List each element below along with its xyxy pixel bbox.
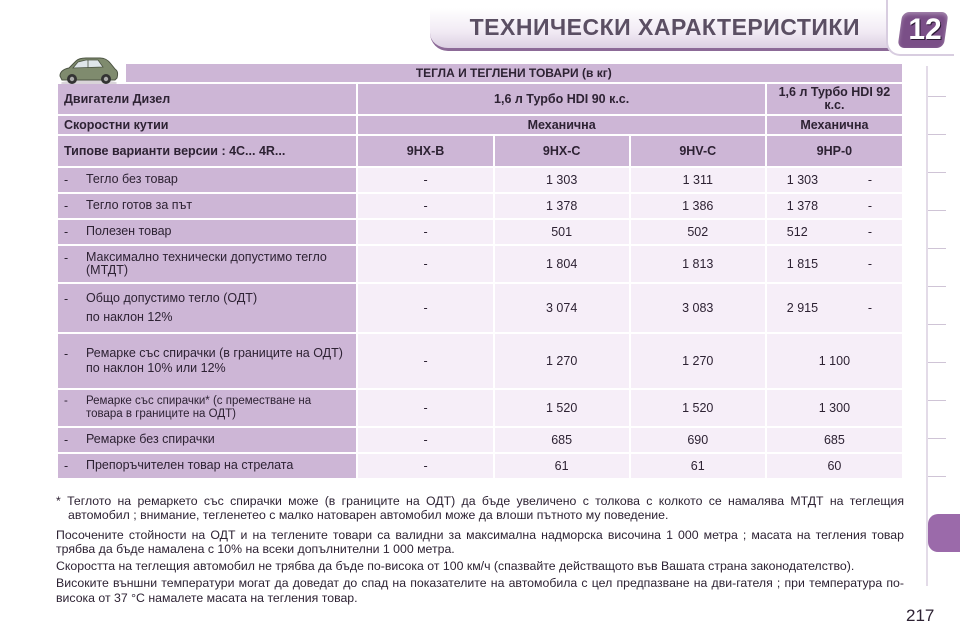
side-tab-marker[interactable] bbox=[928, 134, 946, 135]
table-row bbox=[58, 168, 902, 192]
value-cell-pair bbox=[767, 220, 902, 244]
side-tab-marker[interactable] bbox=[928, 248, 946, 249]
value-cell: 1 520 bbox=[631, 390, 765, 426]
value-cell: 1 270 bbox=[631, 334, 765, 388]
value-cell: 1 378 bbox=[495, 194, 629, 218]
value-cell: - bbox=[358, 220, 492, 244]
engine-col-b: 1,6 л Турбо HDI 92 к.с. bbox=[767, 84, 902, 114]
note-paragraph: Посочените стойности на ОДТ и на теглените товари са валидни за максимална надморска височина 1 000 метра ; масата на тегления товар трябва да бъде намалена с 10% на всеки допълнителни 1 000 метра. bbox=[56, 527, 904, 556]
variant-code: 9HP-0 bbox=[767, 136, 902, 166]
notes-section bbox=[56, 494, 904, 608]
engines-label: Двигатели Дизел bbox=[58, 84, 356, 114]
row-label: Общо допустимо тегло (ОДТ) bbox=[86, 291, 258, 305]
side-tab-marker[interactable] bbox=[928, 172, 946, 173]
value-cell: - bbox=[358, 246, 492, 282]
side-tab-marker[interactable] bbox=[928, 476, 946, 477]
row-dash: - bbox=[64, 347, 69, 361]
table-caption: ТЕГЛА И ТЕГЛЕНИ ТОВАРИ (в кг) bbox=[126, 64, 902, 82]
value-cell: 1 300 bbox=[767, 390, 902, 426]
row-label-cell bbox=[58, 194, 356, 218]
row-label-cell bbox=[58, 428, 356, 452]
value-cell: 61 bbox=[495, 454, 629, 478]
side-rail bbox=[926, 66, 960, 586]
value-cell: 1 303 bbox=[786, 173, 819, 187]
variant-code: 9HX-B bbox=[358, 136, 492, 166]
row-sublabel: по наклон 10% или 12% bbox=[86, 361, 226, 375]
table-row bbox=[58, 194, 902, 218]
side-tab-marker[interactable] bbox=[928, 210, 946, 211]
row-label: Ремарке със спирачки* (с преместване на товара в границите на ОДТ) bbox=[86, 395, 312, 420]
engine-col-a: 1,6 л Турбо HDI 90 к.с. bbox=[358, 84, 764, 114]
value-cell: 1 311 bbox=[631, 168, 765, 192]
value-cell: - bbox=[867, 199, 872, 213]
row-label: Тегло без товар bbox=[86, 172, 178, 186]
value-cell-pair bbox=[767, 194, 902, 218]
value-cell: 1 520 bbox=[495, 390, 629, 426]
row-dash: - bbox=[64, 292, 69, 306]
note-paragraph: Скоростта на теглещия автомобил не трябва да бъде по-висока от 100 км/ч (спазвайте действащото във Вашата страна законодателство). bbox=[56, 559, 855, 574]
value-cell-pair bbox=[767, 284, 902, 332]
variant-code: 9HV-C bbox=[631, 136, 765, 166]
side-tab-marker[interactable] bbox=[928, 324, 946, 325]
table-row bbox=[58, 454, 902, 478]
weights-table bbox=[56, 62, 904, 480]
value-cell: 685 bbox=[767, 428, 902, 452]
footnote: * Теглото на ремаркето със спирачки може (в границите на ОДТ) да бъде увеличено с толкова с колкото се намалява МТДТ на теглещия автомобил ; внимание, тегленетео с малко натоварен автомобил може да влоши пътното му поведение. bbox=[56, 494, 904, 523]
value-cell: 512 bbox=[786, 225, 808, 239]
row-label: Ремарке със спирачки (в границите на ОДТ) bbox=[86, 346, 343, 360]
gearbox-col-b: Механична bbox=[767, 116, 902, 134]
row-dash: - bbox=[64, 459, 69, 473]
value-cell: - bbox=[358, 454, 492, 478]
side-tab-marker[interactable] bbox=[928, 286, 946, 287]
row-dash: - bbox=[64, 395, 68, 407]
value-cell: - bbox=[867, 225, 872, 239]
row-label: Препоръчителен товар на стрелата bbox=[86, 458, 294, 472]
value-cell: 1 378 bbox=[786, 199, 819, 213]
row-label: Максимално технически допустимо тегло (МТДТ) bbox=[86, 250, 327, 277]
value-cell: 61 bbox=[631, 454, 765, 478]
value-cell: 1 815 bbox=[786, 257, 819, 271]
page-title: ТЕХНИЧЕСКИ ХАРАКТЕРИСТИКИ bbox=[469, 14, 860, 40]
row-dash: - bbox=[64, 173, 69, 187]
value-cell: - bbox=[867, 173, 872, 187]
caption-spacer bbox=[58, 64, 124, 82]
value-cell: - bbox=[358, 168, 492, 192]
value-cell: - bbox=[358, 334, 492, 388]
value-cell: 1 813 bbox=[631, 246, 765, 282]
gearbox-col-a: Механична bbox=[358, 116, 764, 134]
table-row bbox=[58, 220, 902, 244]
side-tab-marker[interactable] bbox=[928, 400, 946, 401]
value-cell: - bbox=[358, 194, 492, 218]
page-number: 217 bbox=[906, 606, 935, 625]
chapter-number: 12 bbox=[908, 13, 942, 46]
value-cell: 501 bbox=[495, 220, 629, 244]
value-cell: 3 083 bbox=[631, 284, 765, 332]
value-cell: 3 074 bbox=[495, 284, 629, 332]
side-tab-active[interactable] bbox=[928, 514, 960, 552]
row-label: Ремарке без спирачки bbox=[86, 432, 215, 446]
row-label-cell bbox=[58, 168, 356, 192]
row-label-cell bbox=[58, 334, 356, 388]
variants-label: Типове варианти версии : 4C... 4R... bbox=[58, 136, 356, 166]
side-tab-marker[interactable] bbox=[928, 438, 946, 439]
value-cell: 690 bbox=[631, 428, 765, 452]
row-label-cell bbox=[58, 246, 356, 282]
row-label-cell bbox=[58, 454, 356, 478]
value-cell-pair bbox=[767, 246, 902, 282]
gearboxes-label: Скоростни кутии bbox=[58, 116, 356, 134]
value-cell: - bbox=[867, 257, 872, 271]
value-cell: 2 915 bbox=[786, 301, 819, 315]
value-cell: 1 804 bbox=[495, 246, 629, 282]
row-dash: - bbox=[64, 199, 69, 213]
row-label: Полезен товар bbox=[86, 224, 172, 238]
value-cell: - bbox=[867, 301, 872, 315]
value-cell: - bbox=[358, 428, 492, 452]
variant-code: 9HX-C bbox=[495, 136, 629, 166]
value-cell-pair bbox=[767, 168, 902, 192]
value-cell: 1 386 bbox=[631, 194, 765, 218]
row-dash: - bbox=[64, 251, 69, 265]
row-sublabel: по наклон 12% bbox=[86, 310, 173, 324]
row-label-cell bbox=[58, 220, 356, 244]
table-row bbox=[58, 284, 902, 332]
value-cell: 685 bbox=[495, 428, 629, 452]
row-label-cell bbox=[58, 284, 356, 332]
row-label: Тегло готов за път bbox=[86, 198, 193, 212]
side-tab-marker[interactable] bbox=[928, 362, 946, 363]
value-cell: - bbox=[358, 284, 492, 332]
value-cell: 1 303 bbox=[495, 168, 629, 192]
value-cell: - bbox=[358, 390, 492, 426]
table-row bbox=[58, 334, 902, 388]
value-cell: 60 bbox=[767, 454, 902, 478]
row-label-cell bbox=[58, 390, 356, 426]
row-dash: - bbox=[64, 225, 69, 239]
value-cell: 1 270 bbox=[495, 334, 629, 388]
row-dash: - bbox=[64, 433, 69, 447]
table-row bbox=[58, 390, 902, 426]
value-cell: 502 bbox=[631, 220, 765, 244]
note-paragraph: Високите външни температури могат да доведат до спад на показателите на автомобила с цел предпазване на дви-гателя ; при температура по-висока от 37 °C намалете масата на тегления товар. bbox=[56, 576, 904, 605]
value-cell: 1 100 bbox=[767, 334, 902, 388]
table-row bbox=[58, 246, 902, 282]
side-tab-marker[interactable] bbox=[928, 96, 946, 97]
table-row bbox=[58, 428, 902, 452]
